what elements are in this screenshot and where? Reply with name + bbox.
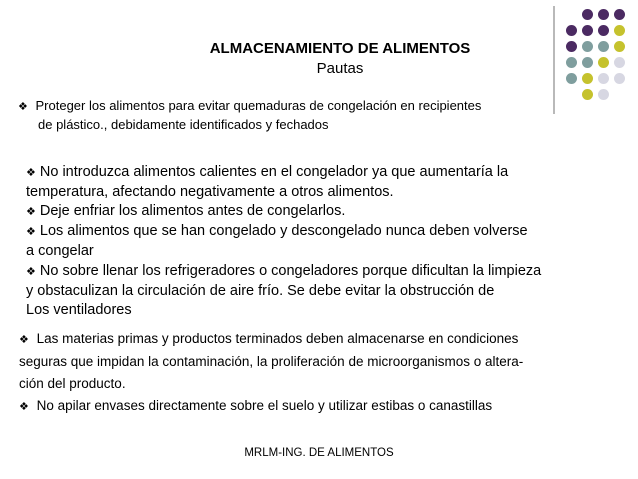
bullet-diamond-icon: ❖ bbox=[26, 167, 36, 179]
decorative-dot bbox=[614, 9, 625, 20]
decorative-dot bbox=[566, 73, 577, 84]
bullet-diamond-icon: ❖ bbox=[26, 266, 36, 278]
paragraph-line bbox=[26, 202, 602, 222]
bullet-diamond-icon: ❖ bbox=[26, 206, 36, 218]
paragraph-line bbox=[19, 395, 619, 418]
paragraph-line bbox=[18, 97, 614, 116]
paragraph-line bbox=[19, 328, 619, 351]
decorative-dot bbox=[614, 25, 625, 36]
paragraph-line: temperatura, afectando negativamente a otros alimentos. bbox=[26, 184, 394, 200]
text-line: Proteger los alimentos para evitar quemaduras de congelación en recipientes bbox=[35, 98, 482, 113]
text-line: No introduzca alimentos calientes en el congelador ya que aumentaría la bbox=[39, 164, 509, 180]
text-line: Las materias primas y productos terminados deben almacenarse en condiciones bbox=[36, 331, 519, 346]
paragraph-line: de plástico., debidamente identificados y fechados bbox=[38, 117, 329, 132]
decorative-dot bbox=[566, 57, 577, 68]
paragraph-line bbox=[26, 262, 602, 282]
slide-title: ALMACENAMIENTO DE ALIMENTOS bbox=[209, 40, 471, 57]
decorative-dot bbox=[598, 73, 609, 84]
paragraph-line bbox=[26, 163, 602, 183]
decorative-dot bbox=[582, 41, 593, 52]
decorative-dot bbox=[614, 73, 625, 84]
decorative-dot bbox=[582, 9, 593, 20]
decorative-dot bbox=[566, 25, 577, 36]
paragraph-line: seguras que impidan la contaminación, la proliferación de microorganismos o altera- bbox=[19, 354, 524, 369]
bullet-diamond-icon: ❖ bbox=[19, 334, 29, 346]
text-line: Deje enfriar los alimentos antes de congelarlos. bbox=[39, 203, 346, 219]
decorative-dot bbox=[598, 9, 609, 20]
text-line: Los alimentos que se han congelado y descongelado nunca deben volverse bbox=[39, 223, 528, 239]
decorative-dot bbox=[598, 57, 609, 68]
bullet-diamond-icon: ❖ bbox=[18, 101, 28, 113]
paragraph-packaging bbox=[18, 97, 614, 133]
paragraph-storage-conditions bbox=[19, 328, 619, 418]
slide-footer: MRLM-ING. DE ALIMENTOS bbox=[244, 447, 394, 459]
decorative-dot bbox=[614, 41, 625, 52]
decorative-dot bbox=[582, 73, 593, 84]
text-box-refrigerator bbox=[26, 262, 602, 320]
decorative-dot bbox=[582, 57, 593, 68]
decorative-dot bbox=[598, 41, 609, 52]
decorative-dot bbox=[582, 25, 593, 36]
text-line: No apilar envases directamente sobre el suelo y utilizar estibas o canastillas bbox=[36, 398, 493, 413]
paragraph-line: y obstaculizan la circulación de aire frío. Se debe evitar la obstrucción de bbox=[26, 283, 495, 299]
slide-subtitle: Pautas bbox=[316, 60, 364, 77]
decorative-dot-grid bbox=[566, 9, 632, 109]
paragraph-line: ción del producto. bbox=[19, 376, 126, 391]
text-box-freezer bbox=[26, 163, 602, 261]
bullet-diamond-icon: ❖ bbox=[19, 401, 29, 413]
paragraph-line bbox=[26, 222, 602, 242]
decorative-dot bbox=[614, 57, 625, 68]
text-line: No sobre llenar los refrigeradores o congeladores porque dificultan la limpieza bbox=[39, 263, 542, 279]
decorative-dot bbox=[566, 41, 577, 52]
paragraph-line: a congelar bbox=[26, 243, 94, 259]
decorative-dot bbox=[598, 25, 609, 36]
paragraph-line: Los ventiladores bbox=[26, 302, 132, 318]
bullet-diamond-icon: ❖ bbox=[26, 226, 36, 238]
